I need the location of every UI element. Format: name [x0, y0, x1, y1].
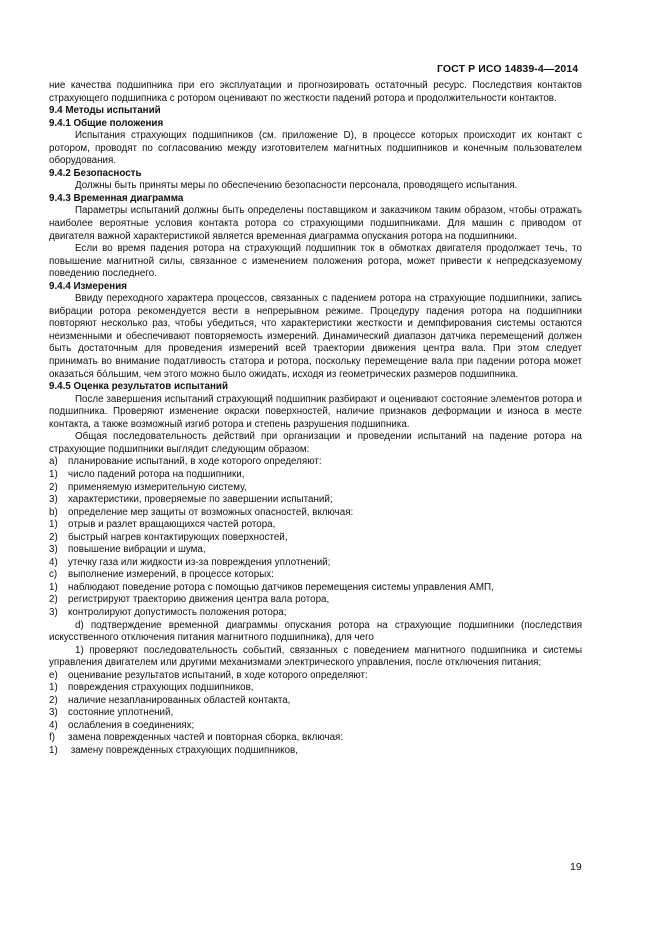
list-item-text: наличие незапланированных областей контакта,: [68, 694, 291, 706]
list-item: [49, 557, 582, 570]
list-item: [49, 695, 582, 708]
paragraph: Если во время падения ротора на страхующий подшипник ток в обмотках двигателя продолжает течь, то повышение магнитной силы, связанное с изменением положения ротора, может привести к непредсказуемому поведению последнего.: [49, 243, 582, 280]
list-item-text: характеристики, проверяемые по завершении испытаний;: [68, 494, 333, 506]
list-marker: c): [49, 569, 58, 581]
section-heading: 9.4.2 Безопасность: [49, 167, 142, 179]
paragraph: Испытания страхующих подшипников (см. приложение D), в процессе которых происходит их контакт с ротором, проводят по согласованию между изготовителем магнитных подшипников и конечным пользователем оборудования.: [49, 130, 582, 167]
list-item-text: регистрируют траекторию движения центра вала ротора,: [68, 594, 330, 606]
list-item: [49, 544, 582, 557]
paragraph: Общая последовательность действий при организации и проведении испытаний на падение ротора на страхующие подшипники выглядит следующим образом:: [49, 431, 582, 455]
section-heading: 9.4.5 Оценка результатов испытаний: [49, 381, 228, 393]
list-item: [49, 682, 582, 695]
section-heading: 9.4.4 Измерения: [49, 280, 127, 292]
list-item: [49, 745, 582, 758]
list-item-text: выполнение измерений, в процессе которых:: [68, 569, 274, 581]
list-item: [49, 532, 582, 545]
list-item-text: состояние уплотнений,: [68, 707, 174, 719]
list-item: [49, 594, 582, 607]
list-item: [49, 456, 582, 469]
list-marker: 3): [49, 606, 58, 618]
list-marker: 1): [49, 682, 58, 694]
list-item: [49, 507, 582, 520]
paragraph: Параметры испытаний должны быть определены поставщиком и заказчиком таким образом, чтобы отражать наиболее вероятные условия контакта ротора со страхующими подшипниками. Для машин с приводом от двигателя важной характеристикой является временная диаграмма опускания ротора на подшипники.: [49, 205, 582, 242]
list-item-text: наблюдают поведение ротора с помощью датчиков перемещения системы управления АМП,: [68, 581, 494, 593]
list-marker: a): [49, 456, 58, 468]
list-item-text: применяемую измерительную систему,: [68, 481, 247, 493]
list-marker: 1): [49, 468, 58, 480]
list-marker: 3): [49, 707, 58, 719]
list-item-text: утечку газа или жидкости из-за повреждения уплотнений;: [68, 556, 331, 568]
list-item: [49, 582, 582, 595]
paragraph: Ввиду переходного характера процессов, связанных с падением ротора на страхующие подшипники, запись вибрации ротора рекомендуется вести в непрерывном режиме. Процедуру падения ротора на подшипники повторяют несколько раз, чтобы убедиться, что характеристики жесткости и демпфирования системы остаются неизменными и обеспечивают повторяемость измерений. Динамический диапазон датчика перемещений должен быть достаточным для проведения измерений всей траектории движения центра вала. При этом следует принимать во внимание податливость статора и ротора, поскольку перемещение вала при падении ротора может оказаться бóльшим, чем этого можно было ожидать, исходя из геометрических размеров подшипника.: [49, 293, 582, 380]
list-marker: e): [49, 669, 58, 681]
paragraph: После завершения испытаний страхующий подшипник разбирают и оценивают состояние элементов ротора и подшипника. Проверяют изменение окраски поверхностей, наличие признаков деформации и износа в месте контакта, а также возможный изгиб ротора и степень разрушения подшипника.: [49, 393, 582, 430]
document-body: [49, 80, 582, 758]
list-marker: 1): [49, 519, 58, 531]
list-marker: 3): [49, 494, 58, 506]
list-item: [49, 569, 582, 582]
list-item-text: планирование испытаний, в ходе которого определяют:: [68, 456, 322, 468]
list-item: [49, 519, 582, 532]
list-item-text: определение мер защиты от возможных опасностей, включая:: [68, 506, 354, 518]
list-marker: 1): [49, 744, 58, 756]
list-item: [49, 720, 582, 733]
list-item-text: повышение вибрации и шума,: [68, 544, 206, 556]
section-heading: 9.4.3 Временная диаграмма: [49, 192, 184, 204]
list-item: [49, 732, 582, 745]
list-marker: f): [49, 732, 55, 744]
list-item: [49, 494, 582, 507]
list-marker: 2): [49, 481, 58, 493]
paragraph: Должны быть приняты меры по обеспечению безопасности персонала, проводящего испытания.: [75, 180, 518, 192]
list-item: [49, 469, 582, 482]
document-header: ГОСТ Р ИСО 14839-4—2014: [437, 63, 579, 75]
list-marker: 4): [49, 556, 58, 568]
list-item: [49, 670, 582, 683]
list-item-text: повреждения страхующих подшипников,: [68, 682, 254, 694]
list-item-text: контролируют допустимость положения ротора;: [68, 606, 287, 618]
list-item-text: замену поврежденных страхующих подшипников,: [68, 744, 298, 756]
list-marker: 2): [49, 694, 58, 706]
paragraph: 1) проверяют последовательность событий, связанных с поведением магнитного подшипника и системы управления двигателем или другими механизмами электрического управления, после отключения питания;: [49, 644, 582, 669]
paragraph: d) подтверждение временной диаграммы опускания ротора на страхующие подшипники (последствия искусственного отключения питания магнитного подшипника), для чего: [49, 619, 582, 644]
section-heading: 9.4 Методы испытаний: [49, 105, 161, 117]
list-marker: b): [49, 506, 58, 518]
list-item-text: оценивание результатов испытаний, в ходе которого определяют:: [68, 669, 368, 681]
list-item-text: быстрый нагрев контактирующих поверхностей,: [68, 531, 288, 543]
list-marker: 3): [49, 544, 58, 556]
list-marker: 1): [49, 581, 58, 593]
list-marker: 2): [49, 594, 58, 606]
list-item-text: число падений ротора на подшипники,: [68, 468, 245, 480]
list-item-text: замена поврежденных частей и повторная сборка, включая:: [68, 732, 344, 744]
list-item: [49, 482, 582, 495]
paragraph: ние качества подшипника при его эксплуатации и прогнозировать остаточный ресурс. Последствия контактов страхующего подшипника с ротором оценивают по жесткости падений ротора и продолжительности контактов.: [49, 80, 582, 104]
list-item-text: отрыв и разлет вращающихся частей ротора,: [68, 519, 276, 531]
list-marker: 2): [49, 531, 58, 543]
list-item: [49, 707, 582, 720]
list-item: [49, 607, 582, 620]
page-number: 19: [570, 861, 582, 873]
section-heading: 9.4.1 Общие положения: [49, 117, 164, 129]
list-marker: 4): [49, 719, 58, 731]
list-item-text: ослабления в соединениях;: [68, 719, 195, 731]
